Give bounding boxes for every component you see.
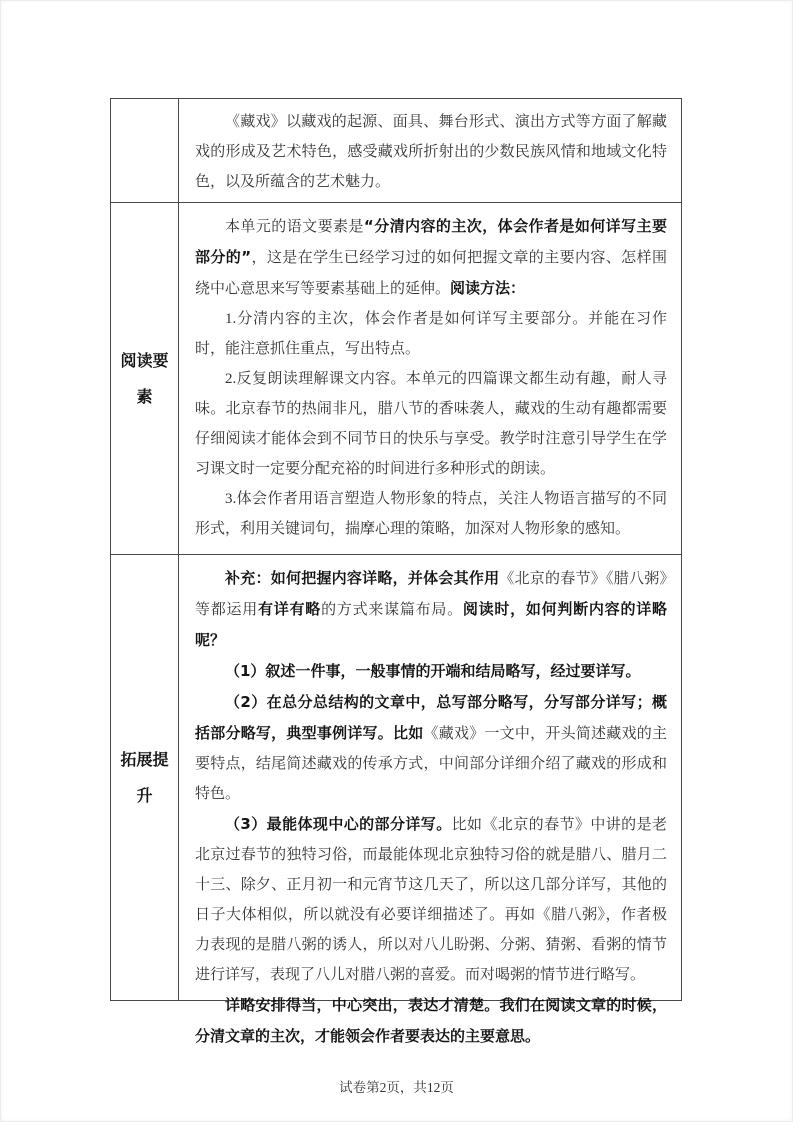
table-row xyxy=(111,202,681,554)
table-row xyxy=(111,99,681,202)
paragraph xyxy=(195,211,667,304)
text-run: 有详有略 xyxy=(258,600,322,618)
row-label-empty xyxy=(111,99,179,202)
row-content xyxy=(179,203,681,554)
table-row xyxy=(111,554,681,1045)
unit-overview-table xyxy=(110,98,682,1045)
text-run: 1.分清内容的主次，体会作者是如何详写主要部分。并能在习作时，能注意抓住重点，写出特点。 xyxy=(195,311,667,357)
text-run: （1）叙述一件事，一般事情的开端和结局略写，经过要详写。 xyxy=(225,662,641,680)
paragraph xyxy=(195,656,667,687)
text-run: 本单元的语文要素是 xyxy=(225,219,364,235)
text-run: （2）在总分总结构的文章中，总写部分略写，分写部分详写；概括部分略写，典型事例详写。比如 xyxy=(195,693,667,742)
paragraph xyxy=(195,364,667,484)
text-run: 2.反复朗读理解课文内容。本单元的四篇课文都生动有趣，耐人寻味。北京春节的热闹非凡，腊八节的香味袭人，藏戏的生动有趣都需要仔细阅读才能体会到不同节日的快乐与享受。教学时注意引导学生在学习课文时一定要分配充裕的时间进行多种形式的朗读。 xyxy=(195,371,667,477)
text-run: 详略安排得当，中心突出，表达才清楚。我们在阅读文章的时候，分清文章的主次，才能领会作者要表达的主要意思。 xyxy=(195,996,667,1045)
text-run: “分清内容的主次，体会作者是如何详写主要部分的” xyxy=(195,217,667,266)
text-run: 比如《北京的春节》中讲的是老北京过春节的独特习俗，而最能体现北京独特习俗的就是腊八、腊月二十三、除夕、正月初一和元宵节这几天了，所以这几部分详写，其他的日子大体相似，所以就没有必要详细描述了。再如《腊八粥》，作者极力表现的是腊八粥的诱人，所以对八儿盼粥、分粥、猜粥、看粥的情节进行详写，表现了八儿对腊八粥的喜爱。而对喝粥的情节进行略写。 xyxy=(195,817,667,983)
text-run: 补充：如何把握内容详略，并体会其作用 xyxy=(225,569,500,587)
paragraph xyxy=(195,687,667,809)
paragraph xyxy=(195,107,667,197)
text-run: 阅读方法： xyxy=(450,279,526,297)
row-content xyxy=(179,99,681,202)
row-content xyxy=(179,555,681,1045)
paragraph xyxy=(195,990,667,1052)
paragraph xyxy=(195,809,667,990)
paragraph xyxy=(195,304,667,364)
text-run: 3.体会作者用语言塑造人物形象的特点，关注人物语言描写的不同形式，利用关键词句，揣摩心理的策略，加深对人物形象的感知。 xyxy=(195,491,667,537)
text-run: ，这是在学生已经学习过的如何把握文章的主要内容、怎样围绕中心意思来写等要素基础上的延伸。 xyxy=(195,250,667,297)
text-run: 《北京的春节》《腊八粥》等都运用 xyxy=(195,571,667,618)
text-run: 的方式来谋篇布局。 xyxy=(321,602,463,618)
text-run: （3）最能体现中心的部分详写。 xyxy=(225,815,452,833)
page-footer: 试卷第2页，共12页 xyxy=(339,1080,454,1095)
row-label-extension: 拓展提升 xyxy=(111,555,179,1000)
row-label-reading-elements: 阅读要素 xyxy=(111,203,179,554)
text-run: 《藏戏》以藏戏的起源、面具、舞台形式、演出方式等方面了解藏戏的形成及艺术特色，感受藏戏所折射出的少数民族风情和地域文化特色，以及所蕴含的艺术魅力。 xyxy=(195,114,667,190)
text-run: 《藏戏》一文中，开头简述藏戏的主要特点，结尾简述藏戏的传承方式，中间部分详细介绍了藏戏的形成和特色。 xyxy=(195,726,667,802)
paragraph xyxy=(195,484,667,544)
paragraph xyxy=(195,563,667,656)
text-run: 阅读时，如何判断内容的详略呢？ xyxy=(195,600,667,649)
